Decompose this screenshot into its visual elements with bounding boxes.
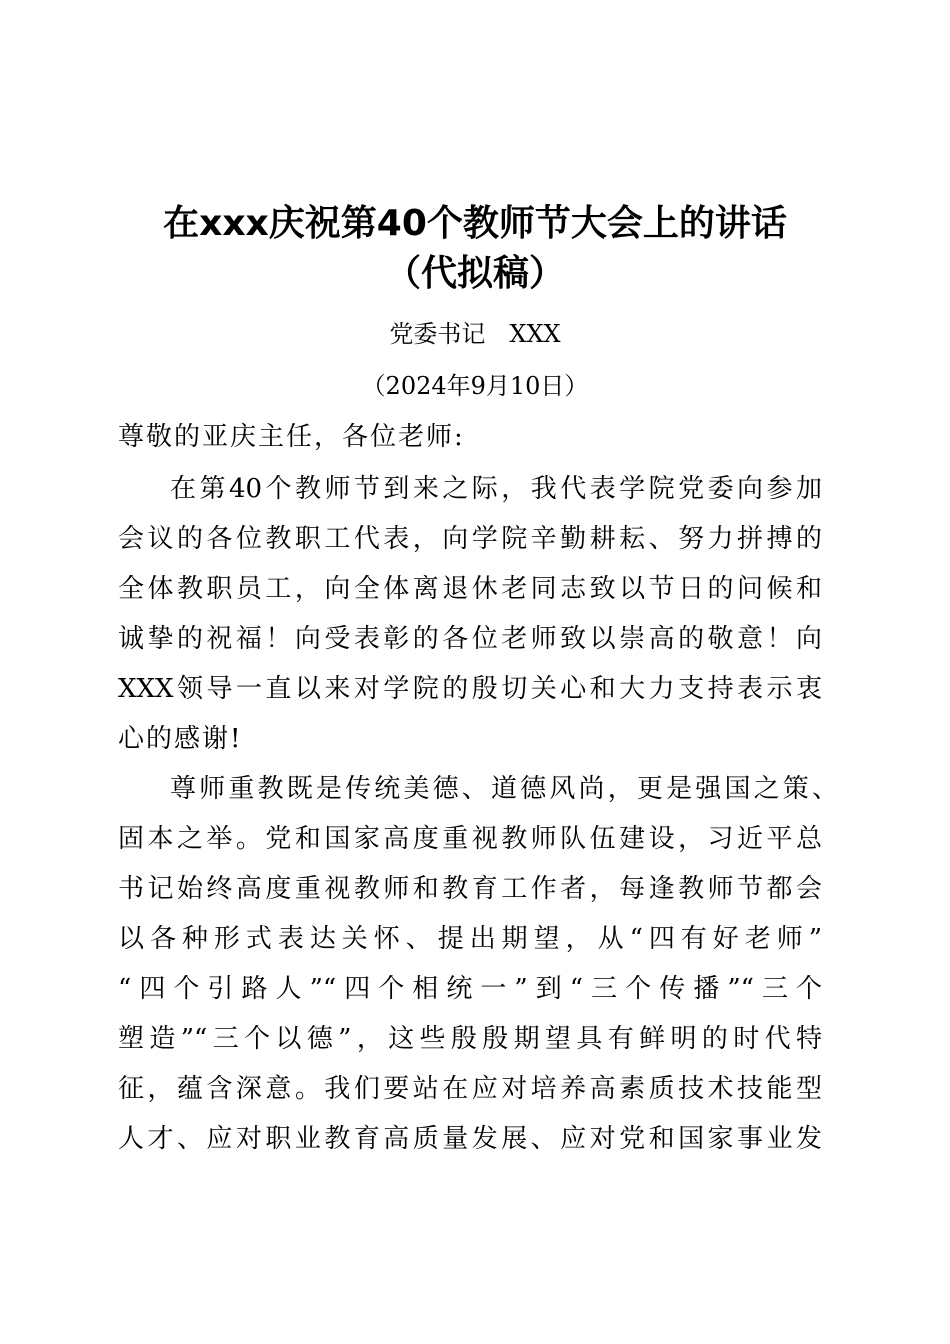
paragraph-2-line-7: 征，蕴含深意。我们要站在应对培养高素质技术技能型	[118, 1074, 822, 1104]
paragraph-2-line-1: 尊师重教既是传统美德、道德风尚，更是强国之策、	[170, 774, 838, 804]
salutation: 尊敬的亚庆主任，各位老师:	[118, 422, 465, 452]
paragraph-1-line-1: 在第40个教师节到来之际，我代表学院党委向参加	[170, 474, 822, 504]
paragraph-2-line-5: “四个引路人”“四个相统一”到“三个传播”“三个	[118, 974, 822, 1004]
document-subtitle: （代拟稿）	[384, 253, 565, 294]
paragraph-2-line-6: 塑造”“三个以德”，这些殷殷期望具有鲜明的时代特	[118, 1024, 822, 1054]
document-title: 在xxx庆祝第40个教师节大会上的讲话	[163, 203, 787, 244]
paragraph-2-line-4: 以各种形式表达关怀、提出期望，从“四有好老师”	[118, 924, 822, 954]
paragraph-1-line-3: 全体教职员工，向全体离退休老同志致以节日的问候和	[118, 574, 822, 604]
paragraph-2-line-8: 人才、应对职业教育高质量发展、应对党和国家事业发	[118, 1124, 822, 1154]
paragraph-1-line-5: XXX领导一直以来对学院的殷切关心和大力支持表示衷	[118, 674, 822, 704]
author-line: 党委书记 XXX	[389, 320, 561, 348]
paragraph-1-line-6: 心的感谢!	[118, 724, 243, 754]
date-line: （2024年9月10日）	[361, 372, 589, 400]
paragraph-1-line-2: 会议的各位教职工代表，向学院辛勤耕耘、努力拼搏的	[118, 524, 822, 554]
paragraph-2-line-3: 书记始终高度重视教师和教育工作者，每逢教师节都会	[118, 874, 822, 904]
paragraph-2-line-2: 固本之举。党和国家高度重视教师队伍建设，习近平总	[118, 824, 822, 854]
paragraph-1-line-4: 诚挚的祝福！向受表彰的各位老师致以崇高的敬意！向	[118, 624, 822, 654]
